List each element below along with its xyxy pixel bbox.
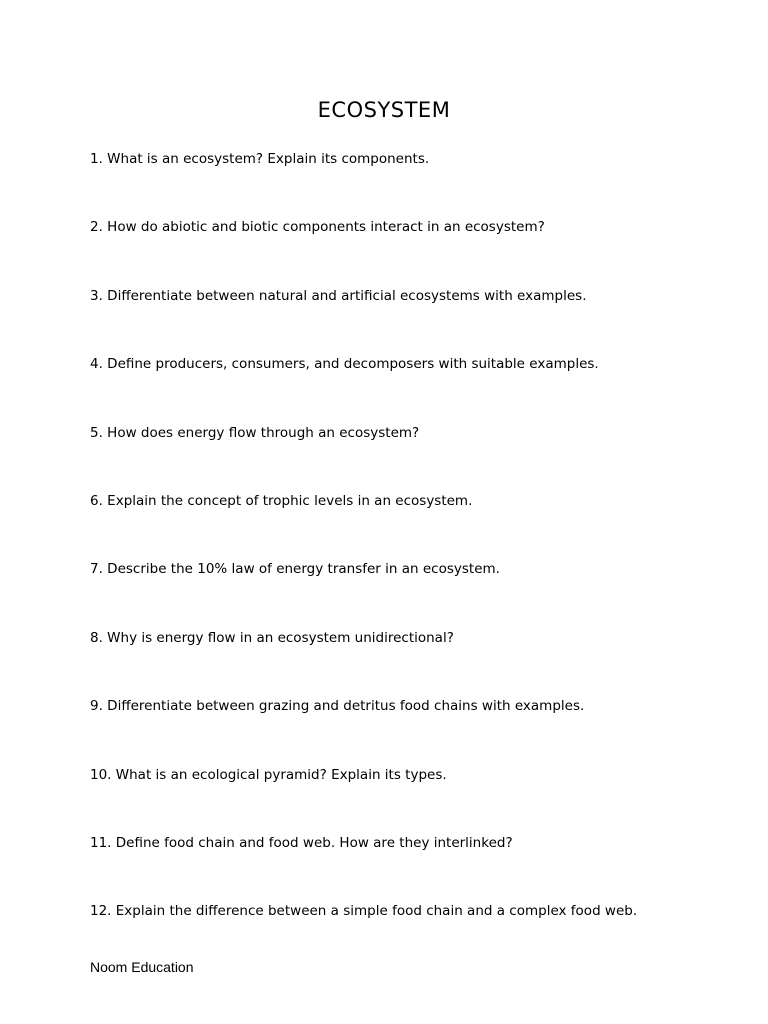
question-item: 6. Explain the concept of trophic levels in an ecosystem.: [90, 492, 473, 509]
question-item: 9. Differentiate between grazing and detritus food chains with examples.: [90, 698, 585, 715]
question-item: 1. What is an ecosystem? Explain its components.: [90, 151, 430, 167]
document-title: ECOSYSTEM: [317, 98, 451, 122]
question-item: 11. Define food chain and food web. How are they interlinked?: [90, 834, 513, 851]
question-item: 10. What is an ecological pyramid? Explain its types.: [90, 766, 447, 783]
question-item: 8. Why is energy flow in an ecosystem unidirectional?: [90, 629, 454, 646]
question-item: 2. How do abiotic and biotic components interact in an ecosystem?: [90, 219, 545, 236]
question-item: 7. Describe the 10% law of energy transfer in an ecosystem.: [90, 561, 500, 578]
footer-text: Noom Education: [90, 959, 194, 975]
question-item: 3. Differentiate between natural and artificial ecosystems with examples.: [90, 287, 587, 304]
question-item: 12. Explain the difference between a simple food chain and a complex food web.: [90, 903, 638, 920]
question-item: 5. How does energy flow through an ecosystem?: [90, 424, 420, 441]
question-list: [90, 148, 730, 969]
question-item: 4. Define producers, consumers, and decomposers with suitable examples.: [90, 356, 599, 373]
